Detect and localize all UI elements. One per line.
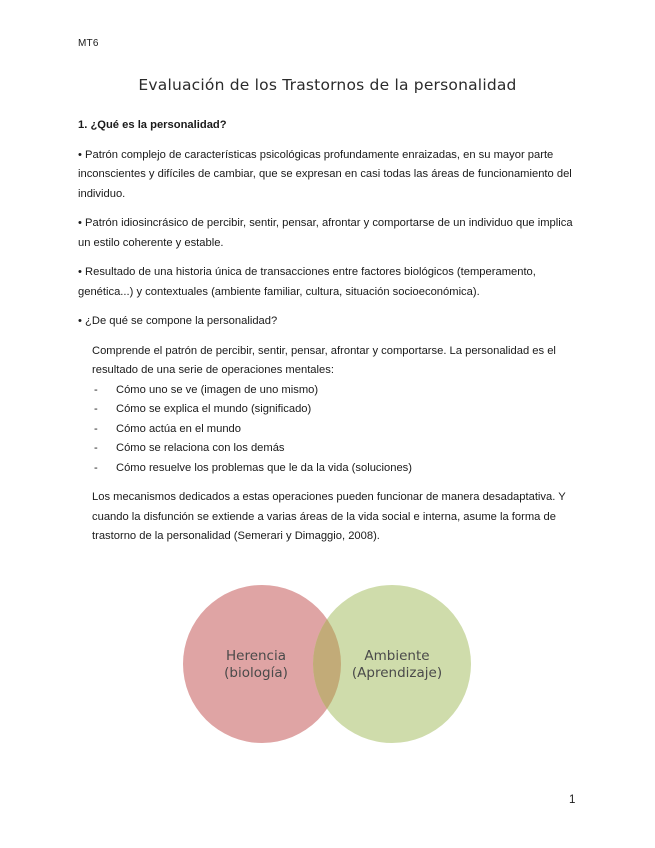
section-heading: 1. ¿Qué es la personalidad? [78, 119, 227, 131]
list-item: - Cómo uno se ve (imagen de uno mismo) [94, 381, 583, 401]
paragraph-bullet-4: • ¿De qué se compone la personalidad? [78, 315, 278, 327]
paragraph-bullet-2: • Patrón idiosincrásico de percibir, sentir, pensar, afrontar y comportarse de un individuo que implica un estilo coherente y estable. [78, 217, 573, 249]
paragraph-bullet-3: • Resultado de una historia única de transacciones entre factores biológicos (temperamento, genética...) y contextuales (ambiente familiar, cultura, situación socioeconómica). [78, 266, 536, 298]
page-title: Evaluación de los Trastornos de la personalidad [138, 76, 517, 94]
document-header-tag: MT6 [78, 38, 99, 49]
operations-list [94, 381, 583, 479]
venn-diagram [183, 585, 473, 750]
list-marker: - [94, 403, 98, 415]
paragraph-bullet-1: • Patrón complejo de características psicológicas profundamente enraizadas, en su mayor parte inconscientes y difíciles de cambiar, que se expresan en casi todas las áreas de funcionamiento del individuo. [78, 148, 572, 200]
list-item: - Cómo se explica el mundo (significado) [94, 400, 583, 420]
list-marker: - [94, 422, 98, 435]
list-marker: - [94, 442, 98, 454]
list-item: - Cómo actúa en el mundo [94, 420, 583, 440]
list-item: - Cómo se relaciona con los demás [94, 439, 583, 459]
page-number: 1 [569, 794, 576, 806]
closing-paragraph: Los mecanismos dedicados a estas operaciones pueden funcionar de manera desadaptativa. Y cuando la disfunción se extiende a varias áreas de la vida social e interna, asume la forma de trastorno de la personalidad (Semerari y Dimaggio, 2008). [92, 491, 566, 542]
venn-label-environment-line2: (Aprendizaje) [351, 665, 443, 681]
document-body [78, 116, 583, 557]
venn-label-heredity-line2: (biología) [224, 665, 288, 681]
list-marker: - [94, 461, 98, 474]
list-marker: - [94, 383, 98, 396]
venn-label-heredity-line1: Herencia [225, 648, 287, 664]
sub-intro-paragraph: Comprende el patrón de percibir, sentir, pensar, afrontar y comportarse. La personalidad es el resultado de una serie de operaciones mentales: [92, 344, 556, 376]
list-item: - Cómo resuelve los problemas que le da la vida (soluciones) [94, 459, 583, 479]
venn-label-environment-line1: Ambiente [364, 648, 430, 664]
